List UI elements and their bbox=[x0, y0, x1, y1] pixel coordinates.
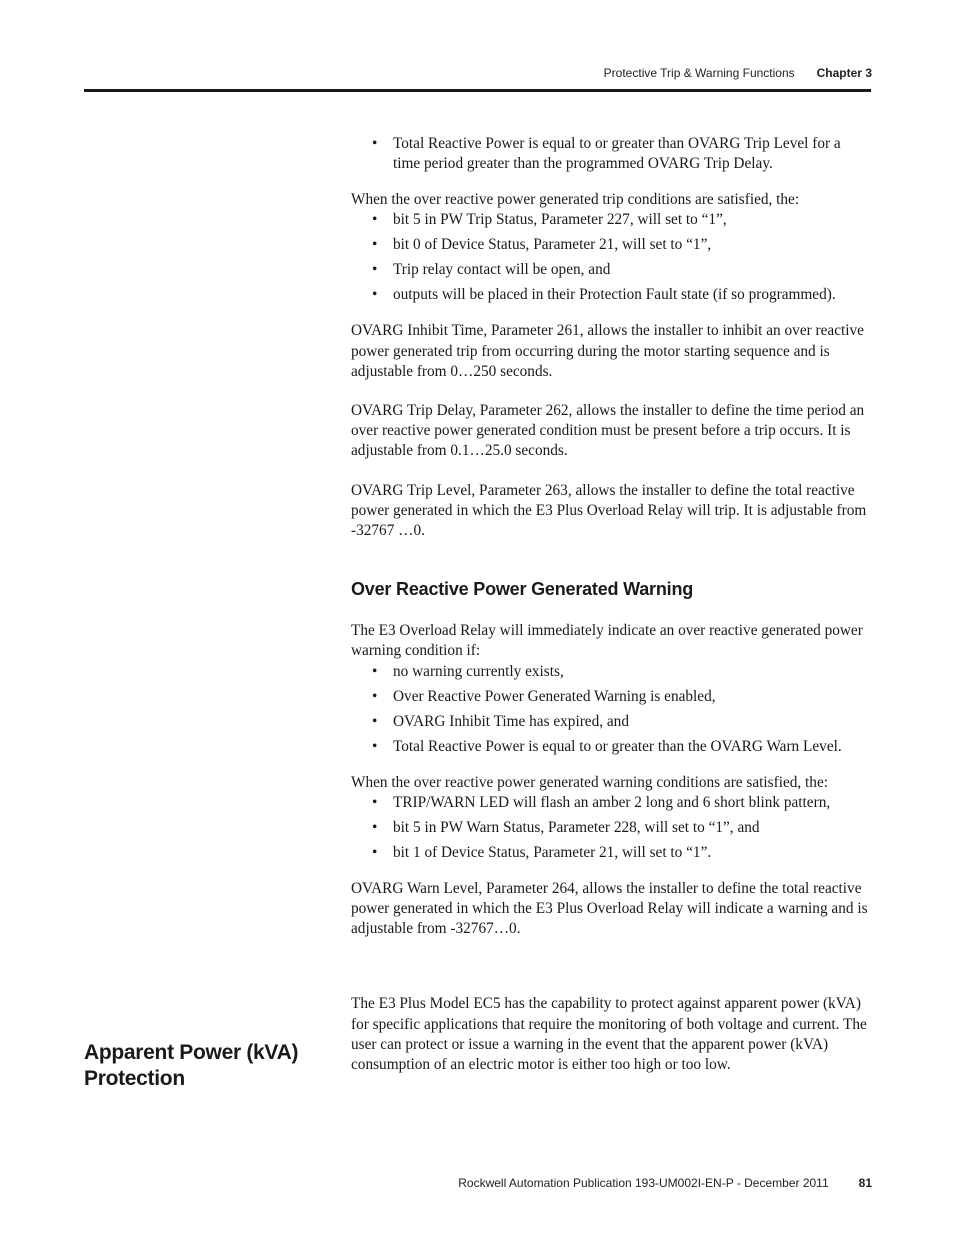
paragraph-inhibit-time: OVARG Inhibit Time, Parameter 261, allows the installer to inhibit an over reactive power generated trip from occurring during the motor starting sequence and is adjustable from 0…250 seconds. bbox=[351, 322, 864, 380]
page-number: 81 bbox=[858, 1176, 872, 1190]
bullet-list-trip bbox=[351, 210, 871, 305]
list-item: • Total Reactive Power is equal to or greater than the OVARG Warn Level. bbox=[351, 737, 871, 757]
running-header bbox=[604, 66, 872, 80]
paragraph-apparent-power: The E3 Plus Model EC5 has the capability to protect against apparent power (kVA) for specific applications that require the monitoring of both voltage and current. The user can protect or issue a warning in the event that the apparent power (kVA) consumption of an electric motor is either too high or too low. bbox=[351, 995, 867, 1074]
list-item: • Over Reactive Power Generated Warning is enabled, bbox=[351, 687, 871, 707]
warning-heading: Over Reactive Power Generated Warning bbox=[351, 579, 694, 600]
bullet-list-top bbox=[351, 134, 871, 174]
trip-intro: When the over reactive power generated trip conditions are satisfied, the: bbox=[351, 191, 800, 209]
header-section-title: Protective Trip & Warning Functions bbox=[603, 66, 795, 80]
bullet-list-warning bbox=[351, 662, 871, 757]
list-item: • bit 5 in PW Warn Status, Parameter 228, will set to “1”, and bbox=[351, 818, 871, 838]
list-item: • TRIP/WARN LED will flash an amber 2 long and 6 short blink pattern, bbox=[351, 793, 871, 813]
header-chapter: Chapter 3 bbox=[816, 66, 872, 80]
warning-intro: The E3 Overload Relay will immediately indicate an over reactive generated power warning condition if: bbox=[351, 622, 863, 660]
paragraph-trip-delay: OVARG Trip Delay, Parameter 262, allows the installer to define the time period an over reactive power generated condition must be present before a trip occurs. It is adjustable from 0.1…25.0 seconds. bbox=[351, 402, 865, 460]
footer-publication: Rockwell Automation Publication 193-UM002I-EN-P - December 2011 bbox=[458, 1176, 829, 1190]
list-item: • Total Reactive Power is equal to or greater than OVARG Trip Level for a time period greater than the programmed OVARG Trip Delay. bbox=[351, 134, 871, 174]
paragraph-trip-level: OVARG Trip Level, Parameter 263, allows the installer to define the total reactive power generated in which the E3 Plus Overload Relay will trip. It is adjustable from -32767 …0. bbox=[351, 481, 867, 540]
list-item: • bit 1 of Device Status, Parameter 21, will set to “1”. bbox=[351, 843, 871, 863]
header-rule bbox=[84, 89, 871, 92]
page-footer bbox=[458, 1176, 872, 1190]
paragraph-warn-level: OVARG Warn Level, Parameter 264, allows the installer to define the total reactive power generated in which the E3 Plus Overload Relay will indicate a warning and is adjustable from -32767…0. bbox=[351, 879, 868, 938]
list-item: • bit 5 in PW Trip Status, Parameter 227, will set to “1”, bbox=[351, 210, 871, 230]
list-item: • bit 0 of Device Status, Parameter 21, will set to “1”, bbox=[351, 235, 871, 255]
main-content bbox=[351, 134, 871, 1075]
list-item: • no warning currently exists, bbox=[351, 662, 871, 682]
list-item: • outputs will be placed in their Protection Fault state (if so programmed). bbox=[351, 285, 871, 305]
section-title: Apparent Power (kVA) Protection bbox=[84, 1041, 299, 1090]
bullet-list-warn-satisfied bbox=[351, 793, 871, 863]
warn-satisfied-intro: When the over reactive power generated warning conditions are satisfied, the: bbox=[351, 773, 828, 791]
list-item: • OVARG Inhibit Time has expired, and bbox=[351, 712, 871, 732]
list-item: • Trip relay contact will be open, and bbox=[351, 260, 871, 280]
